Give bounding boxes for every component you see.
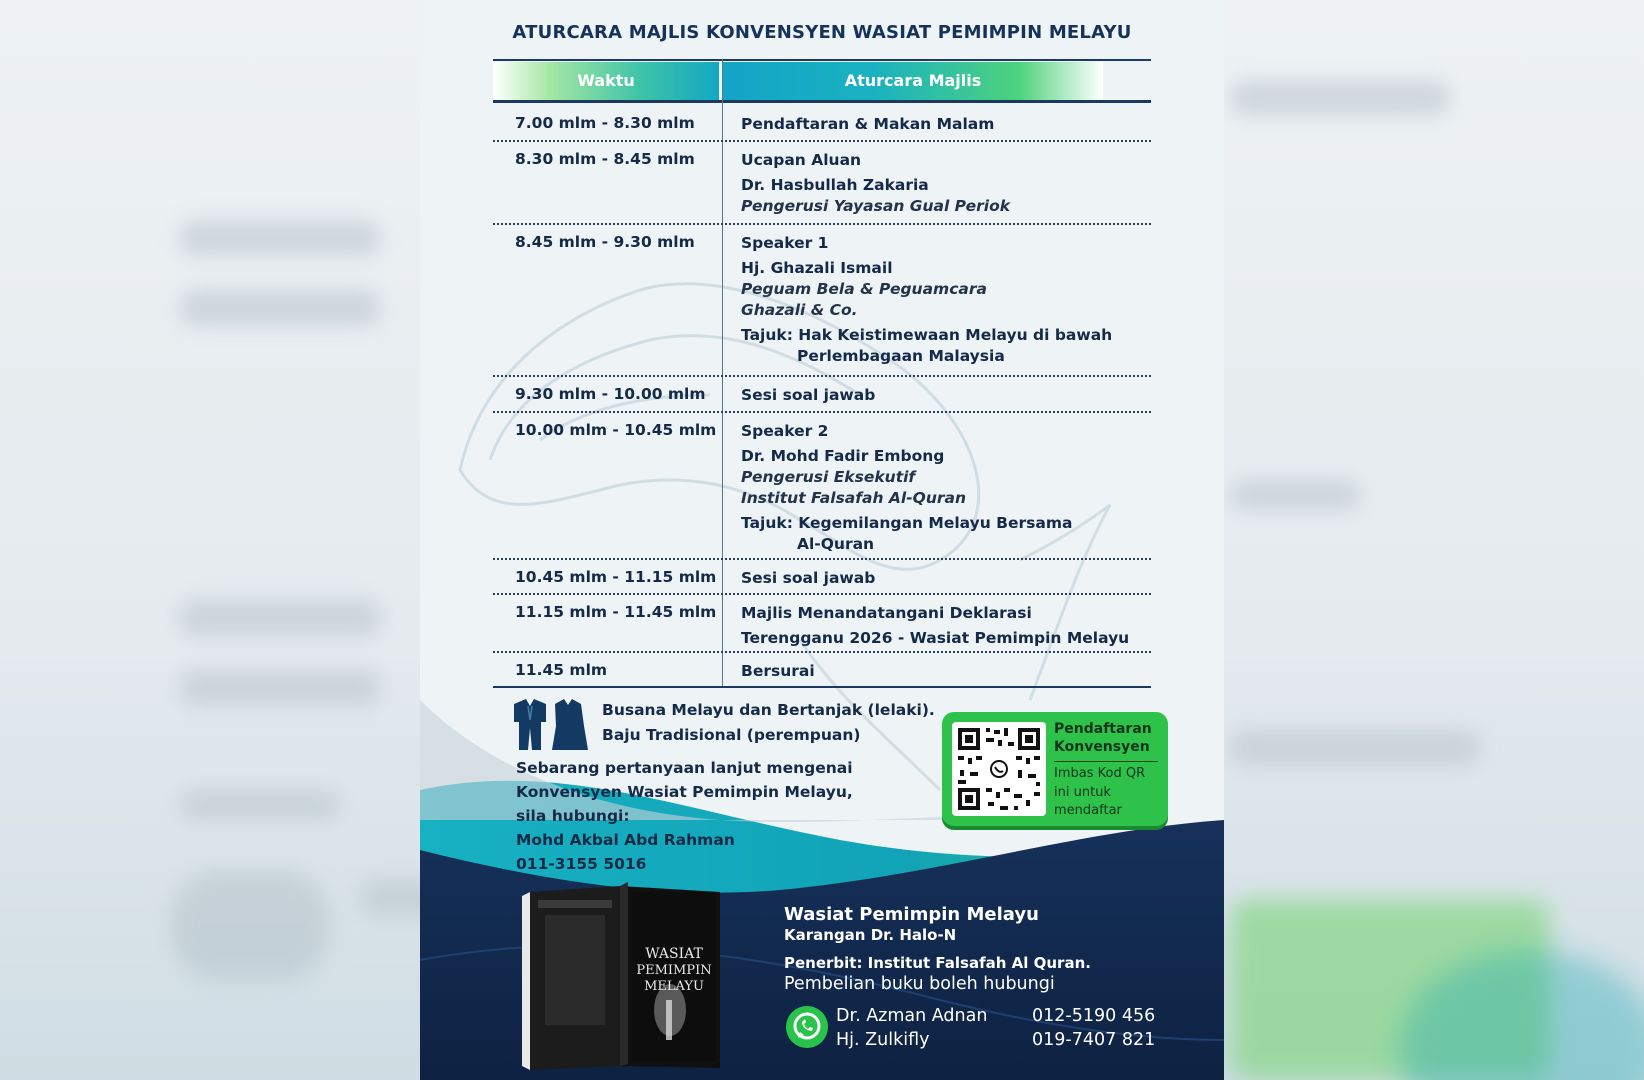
row-item: Ghazali & Co.	[741, 301, 858, 319]
row-item: Peguam Bela & Peguamcara	[741, 280, 987, 298]
row-item: Terengganu 2026 - Wasiat Pemimpin Melayu	[741, 629, 1130, 647]
enquiry-text: Sebarang pertanyaan lanjut mengenai	[516, 759, 853, 777]
book-author: Karangan Dr. Halo-N	[784, 926, 957, 944]
dress-code	[602, 698, 935, 748]
book-cover-title-3: MELAYU	[644, 979, 704, 994]
row-item: Speaker 2	[741, 422, 829, 440]
row-item: Dr. Mohd Fadir Embong	[741, 447, 945, 465]
row-item: Bersurai	[741, 662, 815, 680]
row-item: Ucapan Aluan	[741, 151, 862, 169]
row-item: Sesi soal jawab	[741, 386, 876, 404]
schedule-row	[493, 142, 1151, 225]
registration-instruction-line: ini untuk	[1054, 784, 1111, 800]
registration-instructions	[1054, 765, 1164, 821]
enquiry-contact	[516, 756, 853, 876]
row-item: Tajuk: Hak Keistimewaan Melayu di bawah	[741, 326, 1113, 344]
row-time: 8.45 mlm - 9.30 mlm	[515, 233, 695, 251]
book-title: Wasiat Pemimpin Melayu	[784, 904, 1039, 925]
registration-qr-card[interactable]	[942, 712, 1168, 826]
row-item: Sesi soal jawab	[741, 569, 876, 587]
row-item: Speaker 1	[741, 234, 829, 252]
qr-code-icon[interactable]	[952, 722, 1046, 816]
table-bottom-rule	[493, 686, 1151, 688]
book-cover-title-1: WASIAT	[645, 946, 703, 962]
row-item: Perlembagaan Malaysia	[797, 347, 1005, 365]
registration-title	[1054, 720, 1164, 756]
row-item: Pendaftaran & Makan Malam	[741, 115, 995, 133]
book-info	[784, 904, 1091, 996]
row-time: 11.15 mlm - 11.45 mlm	[515, 603, 717, 621]
row-time: 10.45 mlm - 11.15 mlm	[515, 568, 717, 586]
registration-instruction-line: mendaftar	[1054, 803, 1122, 818]
enquiry-contact-name: Mohd Akbal Abd Rahman	[516, 831, 735, 849]
traditional-attire-icon	[508, 696, 590, 752]
contact-name: Dr. Azman Adnan	[836, 1006, 988, 1026]
schedule-row	[493, 225, 1151, 377]
contact-name: Hj. Zulkifly	[836, 1030, 930, 1050]
dress-code-women: Baju Tradisional (perempuan)	[602, 726, 861, 744]
row-time: 11.45 mlm	[515, 661, 608, 679]
book-publisher: Penerbit: Institut Falsafah Al Quran.	[784, 954, 1091, 972]
row-item: Tajuk: Kegemilangan Melayu Bersama	[741, 514, 1073, 532]
schedule-row	[493, 595, 1151, 653]
row-time: 10.00 mlm - 10.45 mlm	[515, 421, 717, 439]
row-item: Majlis Menandatangani Deklarasi	[741, 604, 1032, 622]
row-item: Institut Falsafah Al-Quran	[741, 489, 966, 507]
page-title: ATURCARA MAJLIS KONVENSYEN WASIAT PEMIMPIN MELAYU	[512, 22, 1132, 43]
schedule-row	[493, 106, 1151, 142]
row-item: Hj. Ghazali Ismail	[741, 259, 893, 277]
enquiry-contact-phone[interactable]: 011-3155 5016	[516, 855, 647, 873]
row-time: 7.00 mlm - 8.30 mlm	[515, 114, 695, 132]
row-item: Al-Quran	[797, 535, 875, 553]
row-item: Dr. Hasbullah Zakaria	[741, 176, 929, 194]
schedule-table-header	[493, 59, 1151, 103]
registration-instruction-line: Imbas Kod QR	[1054, 766, 1146, 781]
enquiry-text: Konvensyen Wasiat Pemimpin Melayu,	[516, 783, 853, 801]
registration-title-line: Pendaftaran	[1054, 721, 1152, 737]
contact-phone[interactable]: 012-5190 456	[1032, 1006, 1156, 1026]
column-header-time: Waktu	[493, 62, 719, 100]
row-item: Pengerusi Yayasan Gual Periok	[741, 197, 1011, 215]
column-header-program: Aturcara Majlis	[723, 62, 1103, 100]
event-poster	[420, 0, 1224, 1080]
schedule-row	[493, 560, 1151, 595]
row-item: Pengerusi Eksekutif	[741, 468, 916, 486]
row-time: 8.30 mlm - 8.45 mlm	[515, 150, 695, 168]
schedule-row	[493, 377, 1151, 413]
registration-title-line: Konvensyen	[1054, 739, 1150, 755]
dress-code-men: Busana Melayu dan Bertanjak (lelaki).	[602, 701, 935, 719]
row-time: 9.30 mlm - 10.00 mlm	[515, 385, 706, 403]
contact-phone[interactable]: 019-7407 821	[1032, 1030, 1156, 1050]
whatsapp-icon[interactable]	[786, 1006, 828, 1048]
schedule-row	[493, 653, 1151, 686]
book-purchase-text: Pembelian buku boleh hubungi	[784, 974, 1055, 994]
book-cover-title-2: PEMIMPIN	[636, 963, 712, 978]
enquiry-text: sila hubungi:	[516, 807, 630, 825]
schedule-row	[493, 413, 1151, 560]
